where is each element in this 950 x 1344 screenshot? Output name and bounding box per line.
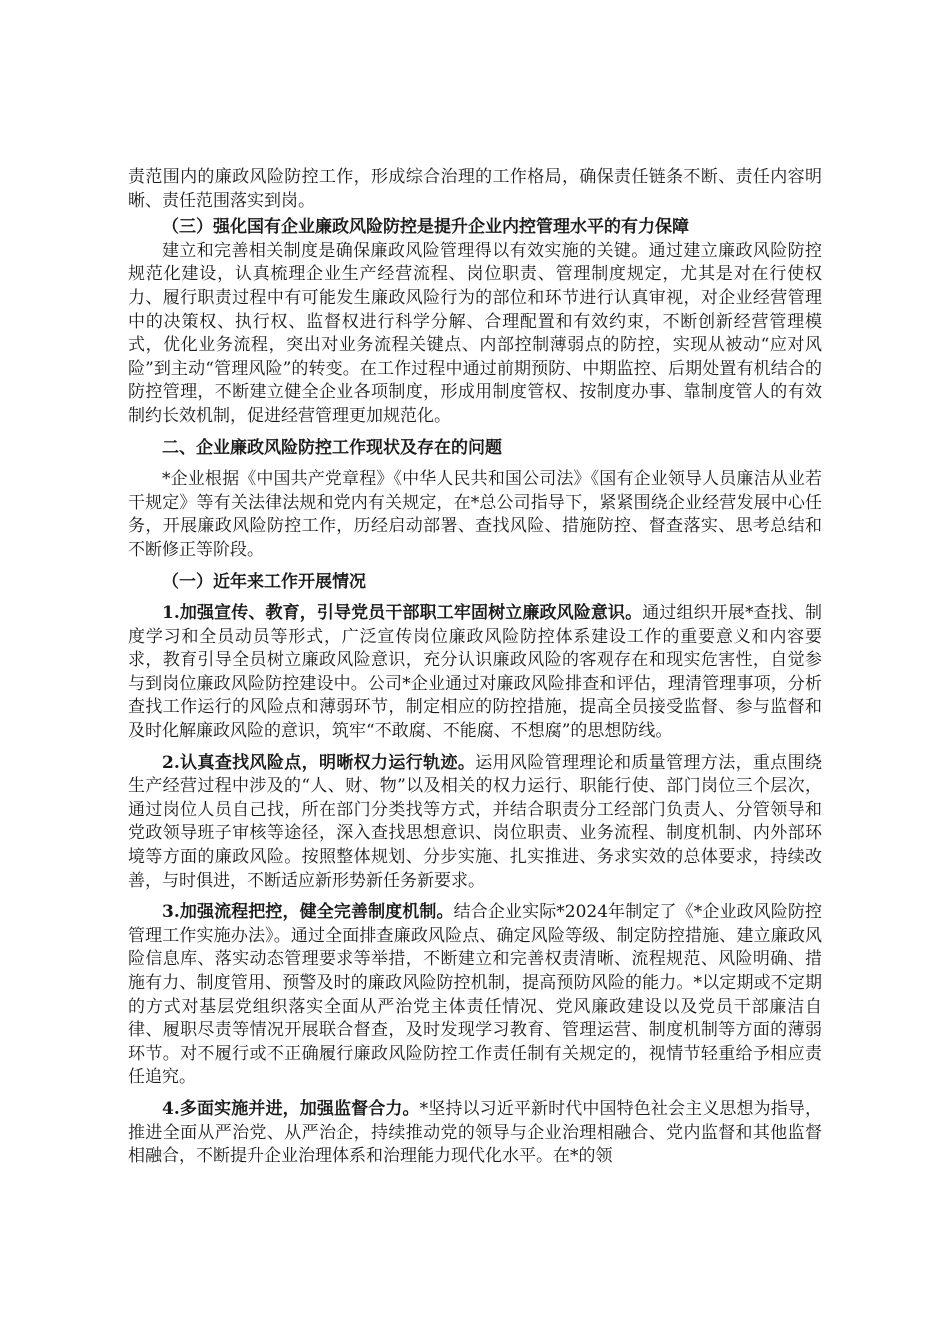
list-item-lead: 2.认真查找风险点，明晰权力运行轨迹。 bbox=[162, 752, 476, 773]
list-item-1 bbox=[128, 602, 822, 744]
subheading-1: （一）近年来工作开展情况 bbox=[162, 571, 366, 592]
list-item-lead: 4.多面实施并进，加强监督合力。 bbox=[162, 1098, 420, 1119]
paragraph: 建立和完善相关制度是确保廉政风险管理得以有效实施的关键。通过建立廉政风险防控规范化建设，认真梳理企业生产经营流程、岗位职责、管理制度规定，尤其是对在行使权力、履行职责过程中有可能发生廉政风险行为的部位和环节进行认真审视，对企业经营管理中的决策权、执行权、监督权进行科学分解、合理配置和有效约束，不断创新经营管理模式，优化业务流程，突出对业务流程关键点、内部控制薄弱点的防控，实现从被动“应对风险”到主动“管理风险”的转变。在工作过程中通过前期预防、中期监控、后期处置有机结合的防控管理，不断建立健全企业各项制度，形成用制度管权、按制度办事、靠制度管人的有效制约长效机制，促进经营管理更加规范化。 bbox=[128, 240, 822, 426]
section-heading-2: 二、企业廉政风险防控工作现状及存在的问题 bbox=[162, 437, 502, 458]
list-item-body: 结合企业实际*2024年制定了《*企业政风险防控管理工作实施办法》。通过全面排查廉政风险点、确定风险等级、制定防控措施、建立廉政风险信息库、落实动态管理要求等举措，不断建立和完善权责清晰、流程规范、风险明确、措施有力、制度管用、预警及时的廉政风险防控机制，提高预防风险的能力。*以定期或不定期的方式对基层党组织落实全面从严治党主体责任情况、党风廉政建设以及党员干部廉洁自律、履职尽责等情况开展联合督查，及时发现学习教育、管理运营、制度机制等方面的薄弱环节。对不履行或不正确履行廉政风险防控工作责任制有关规定的，视情节轻重给予相应责任追究。 bbox=[128, 902, 823, 1088]
list-item-body: 通过组织开展*查找、制度学习和全员动员等形式，广泛宣传岗位廉政风险防控体系建设工作的重要意义和内容要求，教育引导全员树立廉政风险意识，充分认识廉政风险的客观存在和现实危害性，自觉参与到岗位廉政风险防控建设中。公司*企业通过对廉政风险排查和评估，理清管理事项，分析查找工作运行的风险点和薄弱环节，制定相应的防控措施，提高全员接受监督、参与监督和及时化解廉政风险的意识，筑牢“不敢腐、不能腐、不想腐”的思想防线。 bbox=[128, 603, 822, 742]
list-item-lead: 1.加强宣传、教育，引导党员干部职工牢固树立廉政风险意识。 bbox=[162, 603, 643, 624]
list-item-body: *坚持以习近平新时代中国特色社会主义思想为指导，推进全面从严治党、从严治企，持续推动党的领导与企业治理相融合、党内监督和其他监督相融合，不断提升企业治理体系和治理能力现代化水平。在*的领 bbox=[128, 1098, 822, 1167]
subheading-3: （三）强化国有企业廉政风险防控是提升企业内控管理水平的有力保障 bbox=[162, 217, 689, 238]
document-page bbox=[128, 166, 822, 1169]
list-item-3 bbox=[128, 901, 822, 1090]
list-item-4 bbox=[128, 1098, 822, 1169]
list-item-lead: 3.加强流程把控，健全完善制度机制。 bbox=[162, 902, 454, 923]
paragraph-continued: 责范围内的廉政风险防控工作，形成综合治理的工作格局，确保责任链条不断、责任内容明晰、责任范围落实到岗。 bbox=[128, 167, 822, 211]
list-item-body: 运用风险管理理论和质量管理方法，重点围绕生产经营过程中涉及的“人、财、物”以及相关的权力运行、职能行使、部门岗位三个层次，通过岗位人员自己找，所在部门分类找等方式，并结合职责分工经部门负责人、分管领导和党政领导班子审核等途径，深入查找思想意识、岗位职责、业务流程、制度机制、内外部环境等方面的廉政风险。按照整体规划、分步实施、扎实推进、务求实效的总体要求，持续改善，与时俱进，不断适应新形势新任务新要求。 bbox=[128, 752, 823, 891]
list-item-2 bbox=[128, 752, 822, 894]
paragraph: *企业根据《中国共产党章程》《中华人民共和国公司法》《国有企业领导人员廉洁从业若干规定》等有关法律法规和党内有关规定，在*总公司指导下，紧紧围绕企业经营发展中心任务，开展廉政风险防控工作，历经启动部署、查找风险、措施防控、督查落实、思考总结和不断修正等阶段。 bbox=[128, 469, 822, 560]
